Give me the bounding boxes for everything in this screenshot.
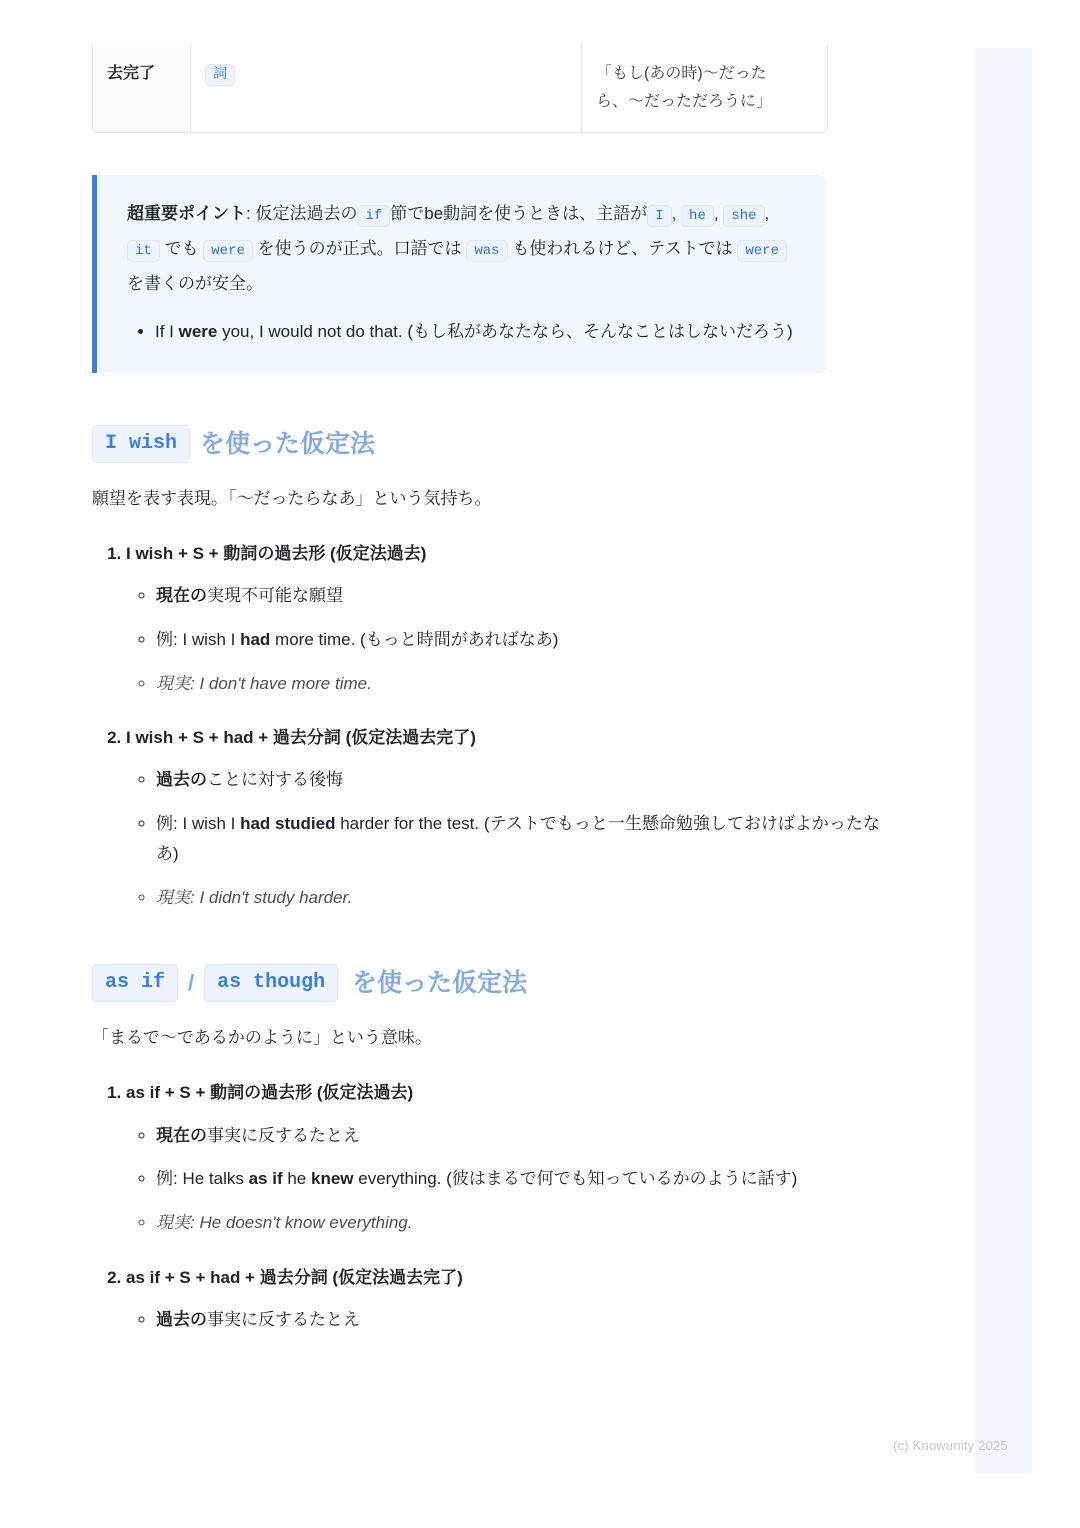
pattern-heading: I wish + S + had + 過去分詞 (仮定法過去完了) [126,728,476,748]
example-mid: he [282,1169,311,1189]
detail-rest: ことに対する後悔 [207,770,343,790]
list-item [156,883,892,913]
list-item [126,1264,892,1335]
callout-example-post: you, I would not do that. (もし私があなたなら、そんなことはしないだろう) [217,321,793,341]
code-chip-he: he [681,205,714,227]
code-chip-i: I [647,205,671,227]
section-heading-as-if-text: を使った仮定法 [352,969,528,998]
callout-example-list [127,316,800,347]
list-item [156,1121,892,1151]
callout-text-4: を使うのが正式。口語では [257,238,462,258]
example-pre: 例: He talks [156,1169,249,1189]
callout-text-2: 節でbe動詞を使うときは、主語が [390,204,648,223]
right-side-panel [975,48,1032,1474]
pattern-detail-list [126,581,892,698]
list-item [156,581,892,611]
section-heading-separator: / [188,970,195,996]
detail-bold: 過去の [156,1310,207,1329]
example-post: harder for the test. (テストでもっと一生懸命勉強しておけばよかったなあ) [156,814,880,863]
section-heading-as-if [92,964,892,1002]
example-post: everything. (彼はまるで何でも知っているかのように話す) [353,1169,798,1189]
callout-text-1: : 仮定法過去の [246,204,358,223]
code-chip-were-1: were [203,240,253,262]
detail-rest: 事実に反するたとえ [207,1310,360,1329]
list-item [156,809,892,869]
as-if-pattern-list [92,1079,892,1334]
document-content [92,0,892,1335]
callout-lead-label: 超重要ポイント [127,204,246,223]
reality-label: 現実 [156,1213,190,1233]
code-chip-as-if: as if [92,964,178,1002]
example-pre: 例: I wish I [156,814,241,834]
list-item [156,765,892,795]
code-chip-she: she [723,205,764,227]
watermark: (c) Knowunity 2025 [893,1438,1008,1453]
table-row-label: 去完了 [93,44,191,132]
callout-text-6: を書くのが安全。 [127,273,263,293]
reality-text: : He doesn't know everything. [190,1213,413,1233]
list-item [156,1208,892,1238]
code-chip-as-though: as though [204,964,338,1002]
section-heading-i-wish [92,425,892,463]
grammar-table-fragment [92,44,828,133]
reality-text: : I didn't study harder. [190,887,353,907]
list-item [156,1305,892,1335]
detail-bold: 過去の [156,770,207,790]
reality-label: 現実 [156,887,190,907]
detail-rest: 実現不可能な願望 [207,586,343,606]
example-bold-2: knew [310,1169,354,1189]
i-wish-pattern-list [92,540,892,913]
list-item [126,540,892,698]
pattern-detail-list [126,1305,892,1335]
table-meaning-cell: 「もし(あの時)〜だったら、〜だっただろうに」 [596,65,773,110]
pattern-heading: as if + S + 動詞の過去形 (仮定法過去) [126,1083,414,1103]
example-pre: 例: I wish I [156,629,241,649]
list-item [126,724,892,912]
list-item [126,1079,892,1237]
detail-bold: 現在の [156,586,207,606]
pattern-detail-list [126,1121,892,1238]
detail-bold: 現在の [156,1125,207,1145]
example-bold: had studied [240,814,336,834]
reality-label: 現実 [156,673,190,693]
callout-text-5: も使われるけど、テストでは [512,238,733,258]
callout-paragraph: 超重要ポイント: 仮定法過去の if 節でbe動詞を使うときは、主語が I , he , she , it でも were を使うのが正式。口語では was も使われるけど、テストでは were を書くのが安全。 [127,197,800,302]
code-chip-i-wish: I wish [92,425,190,463]
code-chip-if: if [357,205,390,227]
callout-text-3: でも [164,238,199,258]
list-item [156,625,892,655]
callout-example-pre: If I [155,321,179,341]
detail-rest: 事実に反するたとえ [207,1125,360,1145]
pattern-heading: I wish + S + 動詞の過去形 (仮定法過去) [126,543,427,563]
table-form-cell [191,44,582,132]
code-chip-was: was [466,240,507,262]
list-item [155,316,800,347]
reality-text: : I don't have more time. [190,673,372,693]
section-heading-i-wish-text: を使った仮定法 [200,429,376,458]
section-lead-as-if: 「まるで〜であるかのように」という意味。 [92,1028,432,1048]
table-code-chip: 詞 [205,64,235,86]
code-chip-it: it [127,240,160,262]
example-bold: as if [248,1169,283,1189]
list-item [156,669,892,699]
example-bold: had [240,629,271,649]
pattern-heading: as if + S + had + 過去分詞 (仮定法過去完了) [126,1267,463,1287]
callout-example-bold: were [178,321,218,341]
code-chip-were-2: were [737,240,787,262]
section-lead-i-wish: 願望を表す表現。「〜だったらなあ」という気持ち。 [92,488,492,508]
important-point-callout [92,175,826,373]
list-item [156,1164,892,1194]
example-post: more time. (もっと時間があればなあ) [270,629,559,649]
pattern-detail-list [126,765,892,912]
